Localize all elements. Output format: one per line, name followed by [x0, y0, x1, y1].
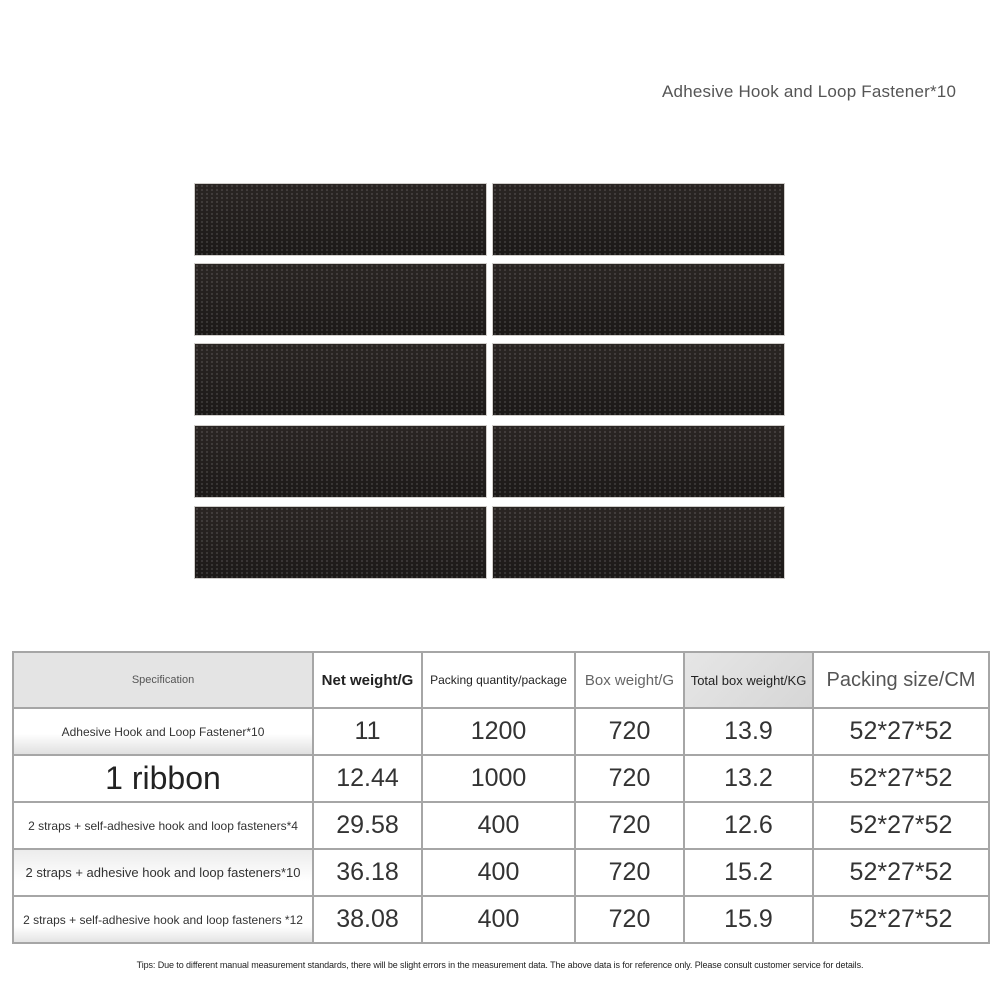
cell-packing-size: 52*27*52 [813, 755, 989, 802]
cell-box-weight: 720 [575, 896, 684, 943]
header-specification: Specification [13, 652, 313, 708]
header-total-box-weight: Total box weight/KG [684, 652, 813, 708]
cell-net-weight: 29.58 [313, 802, 422, 849]
cell-packing-quantity: 400 [422, 896, 575, 943]
fastener-strip [194, 506, 487, 579]
fastener-strip [194, 263, 487, 336]
cell-packing-size: 52*27*52 [813, 849, 989, 896]
cell-packing-quantity: 1200 [422, 708, 575, 755]
cell-packing-size: 52*27*52 [813, 802, 989, 849]
cell-net-weight: 12.44 [313, 755, 422, 802]
cell-net-weight: 36.18 [313, 849, 422, 896]
cell-packing-size: 52*27*52 [813, 896, 989, 943]
table-row [13, 708, 989, 755]
cell-box-weight: 720 [575, 708, 684, 755]
fastener-strip [492, 343, 785, 416]
cell-total-box-weight: 13.2 [684, 755, 813, 802]
cell-box-weight: 720 [575, 802, 684, 849]
table-row [13, 849, 989, 896]
header-packing-quantity: Packing quantity/package [422, 652, 575, 708]
cell-specification: Adhesive Hook and Loop Fastener*10 [13, 708, 313, 755]
cell-total-box-weight: 13.9 [684, 708, 813, 755]
header-box-weight: Box weight/G [575, 652, 684, 708]
header-net-weight: Net weight/G [313, 652, 422, 708]
cell-box-weight: 720 [575, 755, 684, 802]
header-packing-size: Packing size/CM [813, 652, 989, 708]
cell-total-box-weight: 15.9 [684, 896, 813, 943]
cell-specification: 2 straps + self-adhesive hook and loop fasteners*4 [13, 802, 313, 849]
fastener-strip [194, 183, 487, 256]
fastener-strip [492, 425, 785, 498]
cell-specification: 2 straps + self-adhesive hook and loop fasteners *12 [13, 896, 313, 943]
fastener-strip [194, 425, 487, 498]
table-row [13, 755, 989, 802]
product-title: Adhesive Hook and Loop Fastener*10 [662, 82, 957, 101]
spec-table [12, 651, 990, 944]
fastener-strip [492, 506, 785, 579]
cell-packing-quantity: 400 [422, 802, 575, 849]
cell-packing-quantity: 1000 [422, 755, 575, 802]
table-header-row [13, 652, 989, 708]
cell-net-weight: 11 [313, 708, 422, 755]
cell-total-box-weight: 12.6 [684, 802, 813, 849]
product-image [194, 183, 786, 580]
cell-box-weight: 720 [575, 849, 684, 896]
fastener-strip [492, 263, 785, 336]
table-row [13, 802, 989, 849]
cell-packing-size: 52*27*52 [813, 708, 989, 755]
fastener-strip [194, 343, 487, 416]
cell-packing-quantity: 400 [422, 849, 575, 896]
tips-note: Tips: Due to different manual measurement standards, there will be slight errors in the measurement data. The above data is for reference only. Please consult customer service for details. [136, 960, 864, 970]
table-row [13, 896, 989, 943]
cell-specification: 2 straps + adhesive hook and loop fasteners*10 [13, 849, 313, 896]
cell-total-box-weight: 15.2 [684, 849, 813, 896]
cell-net-weight: 38.08 [313, 896, 422, 943]
fastener-strip [492, 183, 785, 256]
cell-specification: 1 ribbon [13, 755, 313, 802]
